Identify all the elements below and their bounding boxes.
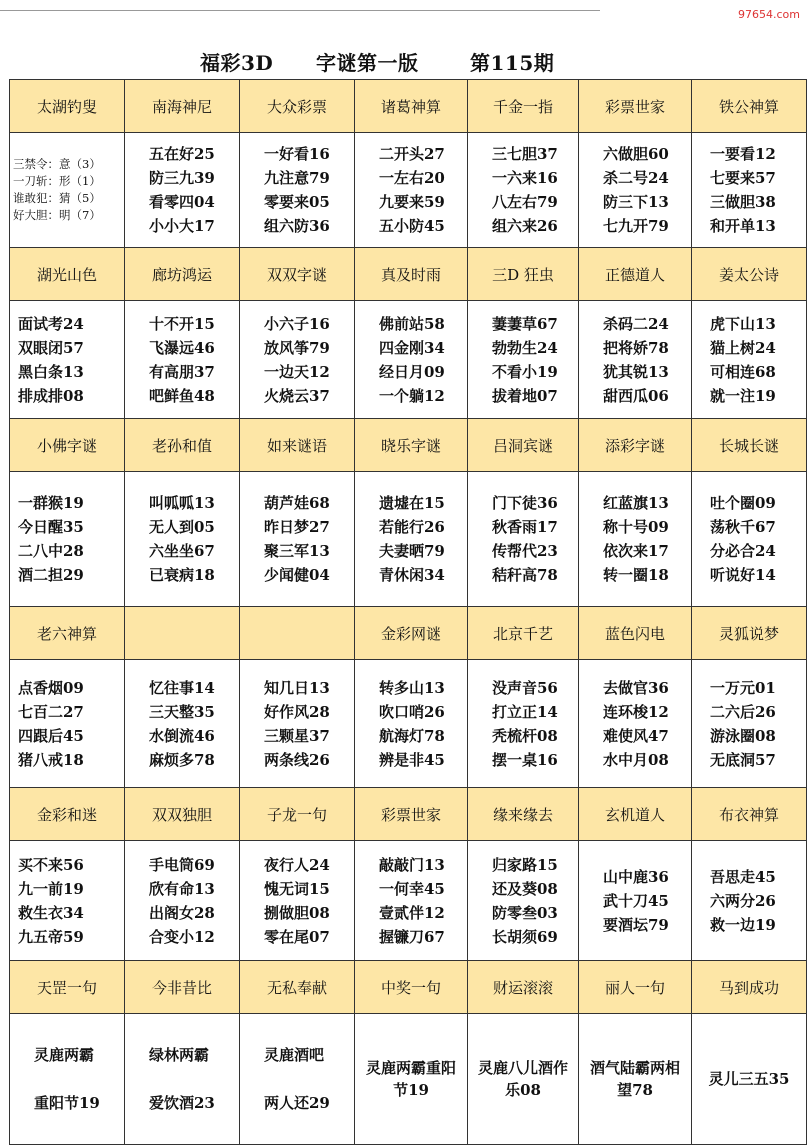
header-row [10, 80, 807, 133]
header-row [10, 607, 807, 660]
riddle-line: 零在尾07 [264, 927, 330, 946]
riddle-line: 灵鹿八儿酒作乐08 [477, 1059, 568, 1099]
riddle-cell [125, 472, 240, 607]
riddle-row [10, 841, 807, 961]
column-header: 老孙和值 [125, 419, 240, 472]
riddle-line: 放风筝79 [264, 338, 330, 357]
riddle-line: 二开头27 [379, 145, 445, 163]
riddle-line: 依次来17 [603, 542, 669, 560]
riddle-cell [692, 133, 807, 248]
riddle-line: 买不来56 [18, 855, 84, 874]
riddle-cell [240, 1014, 355, 1145]
column-header: 太湖钓叟 [10, 80, 125, 133]
column-header: 姜太公诗 [692, 248, 807, 301]
column-header: 晓乐字谜 [355, 419, 468, 472]
riddle-lines [355, 676, 467, 772]
column-header: 彩票世家 [355, 788, 468, 841]
riddle-line: 长胡须69 [492, 927, 558, 946]
riddle-line: 忆往事14 [149, 678, 215, 697]
riddle-line: 捌做胆08 [264, 903, 330, 922]
column-header: 金彩和迷 [10, 788, 125, 841]
riddle-lines [10, 312, 124, 408]
riddle-line: 少闻健04 [264, 566, 330, 584]
riddle-lines [468, 312, 578, 408]
column-header: 诸葛神算 [355, 80, 468, 133]
riddle-line: 两人还29 [264, 1094, 330, 1112]
riddle-cell [579, 660, 692, 788]
riddle-line: 黑白条13 [18, 362, 84, 381]
riddle-line: 重阳节19 [34, 1094, 100, 1112]
riddle-line: 六坐坐67 [149, 542, 215, 560]
riddle-line: 灵鹿两霸重阳节19 [365, 1059, 456, 1099]
riddle-line: 二八中28 [18, 542, 84, 560]
riddle-line: 六做胆60 [603, 145, 669, 163]
riddle-line: 杀码二24 [603, 314, 669, 333]
riddle-line: 谁敢犯：猜（5） [13, 191, 101, 205]
column-header: 今非昔比 [125, 961, 240, 1014]
riddle-line: 吾思走45 [710, 867, 776, 886]
riddle-line: 十不开15 [149, 314, 215, 333]
riddle-lines [468, 491, 578, 587]
riddle-line: 好大胆：明（7） [13, 208, 101, 222]
riddle-cell [125, 841, 240, 961]
riddle-line: 门下徒36 [492, 494, 558, 512]
riddle-cell [692, 1014, 807, 1145]
riddle-line: 组六来26 [492, 217, 558, 235]
riddle-line: 防三九39 [149, 169, 215, 187]
riddle-cell [10, 660, 125, 788]
riddle-line: 三做胆38 [710, 193, 776, 211]
riddle-line: 武十刀45 [603, 891, 669, 910]
column-header: 北京千艺 [468, 607, 579, 660]
title-issue: 第115期 [470, 51, 555, 75]
column-header: 金彩网谜 [355, 607, 468, 660]
riddle-cell [579, 841, 692, 961]
column-header: 玄机道人 [579, 788, 692, 841]
riddle-line: 三颗星37 [264, 726, 330, 745]
riddle-lines [579, 865, 691, 937]
riddle-line: 已衰病18 [149, 566, 215, 584]
riddle-cell [579, 133, 692, 248]
header-row [10, 248, 807, 301]
riddle-lines [125, 676, 239, 772]
riddle-line: 一万元01 [710, 678, 776, 697]
riddle-lines [125, 491, 239, 587]
column-header: 吕洞宾谜 [468, 419, 579, 472]
riddle-cell [10, 472, 125, 607]
column-header [125, 607, 240, 660]
riddle-cell [355, 301, 468, 419]
riddle-line: 三禁令：意（3） [13, 157, 101, 171]
riddle-cell [240, 841, 355, 961]
riddle-row [10, 660, 807, 788]
riddle-lines [468, 142, 578, 238]
riddle-cell [125, 133, 240, 248]
riddle-lines [468, 1057, 578, 1101]
riddle-cell [355, 1014, 468, 1145]
riddle-line: 若能行26 [379, 518, 445, 536]
column-header: 千金一指 [468, 80, 579, 133]
riddle-line: 没声音56 [492, 678, 558, 697]
riddle-cell [355, 841, 468, 961]
column-header: 如来谜语 [240, 419, 355, 472]
column-header: 马到成功 [692, 961, 807, 1014]
riddle-line: 爱饮酒23 [149, 1094, 215, 1112]
riddle-line: 遗墟在15 [379, 494, 445, 512]
riddle-line: 六两分26 [710, 891, 776, 910]
riddle-cell [579, 1014, 692, 1145]
riddle-line: 难使风47 [603, 726, 669, 745]
riddle-line: 火烧云37 [264, 386, 330, 405]
riddle-cell [468, 841, 579, 961]
column-header: 中奖一句 [355, 961, 468, 1014]
riddle-cell [692, 301, 807, 419]
riddle-line: 好作风28 [264, 702, 330, 721]
riddle-lines [10, 491, 124, 587]
column-header: 蓝色闪电 [579, 607, 692, 660]
riddle-line: 水中月08 [603, 750, 669, 769]
riddle-cell [355, 472, 468, 607]
riddle-line: 甜西瓜06 [603, 386, 669, 405]
riddle-line: 无人到05 [149, 518, 215, 536]
riddle-line: 四金刚34 [379, 338, 445, 357]
riddle-line: 佛前站58 [379, 314, 445, 333]
riddle-lines [355, 142, 467, 238]
riddle-line: 八左右79 [492, 193, 558, 211]
riddle-line: 把将娇78 [603, 338, 669, 357]
column-header: 三D 狂虫 [468, 248, 579, 301]
site-watermark: 97654.com [738, 8, 800, 21]
riddle-cell [579, 472, 692, 607]
riddle-row [10, 472, 807, 607]
riddle-lines [125, 142, 239, 238]
riddle-line: 九注意79 [264, 169, 330, 187]
riddle-line: 秸秆高78 [492, 566, 558, 584]
riddle-cell [10, 133, 125, 248]
riddle-line: 不看小19 [492, 362, 558, 381]
riddle-cell [468, 133, 579, 248]
riddle-line: 壹贰伴12 [379, 903, 445, 922]
column-header [240, 607, 355, 660]
riddle-line: 就一注19 [710, 386, 776, 405]
riddle-row [10, 1014, 807, 1145]
riddle-line: 夜行人24 [264, 855, 330, 874]
riddle-line: 虎下山13 [710, 314, 776, 333]
riddle-line: 酒二担29 [18, 566, 84, 584]
riddle-row [10, 301, 807, 419]
riddle-cell [10, 301, 125, 419]
riddle-cell [125, 660, 240, 788]
top-rule [0, 0, 600, 11]
column-header: 小佛字谜 [10, 419, 125, 472]
riddle-line: 出阁女28 [149, 903, 215, 922]
riddle-line: 杀二号24 [603, 169, 669, 187]
riddle-line: 昨日梦27 [264, 518, 330, 536]
riddle-line: 飞瀑远46 [149, 338, 215, 357]
column-header: 长城长谜 [692, 419, 807, 472]
column-header: 双双字谜 [240, 248, 355, 301]
riddle-line: 听说好14 [710, 566, 776, 584]
riddle-lines [468, 853, 578, 949]
column-header: 正德道人 [579, 248, 692, 301]
riddle-line: 七百二27 [18, 702, 84, 721]
riddle-line: 连环梭12 [603, 702, 669, 721]
riddle-row [10, 133, 807, 248]
column-header: 双双独胆 [125, 788, 240, 841]
riddle-line: 犹其锐13 [603, 362, 669, 381]
riddle-line: 游泳圈08 [710, 726, 776, 745]
column-header: 添彩字谜 [579, 419, 692, 472]
riddle-line: 一群猴19 [18, 494, 84, 512]
riddle-lines [692, 491, 806, 587]
riddle-line: 救生衣34 [18, 903, 84, 922]
riddle-lines [125, 312, 239, 408]
column-header: 真及时雨 [355, 248, 468, 301]
header-row [10, 419, 807, 472]
riddle-line: 无底洞57 [710, 750, 776, 769]
riddle-lines [355, 312, 467, 408]
riddle-line: 红蓝旗13 [603, 494, 669, 512]
riddle-line: 九五帝59 [18, 927, 84, 946]
riddle-lines [10, 156, 124, 224]
riddle-line: 面试考24 [18, 314, 84, 333]
riddle-lines [355, 1057, 467, 1101]
riddle-line: 荡秋千67 [710, 518, 776, 536]
riddle-line: 麻烦多78 [149, 750, 215, 769]
riddle-line: 猪八戒18 [18, 750, 84, 769]
header-row [10, 961, 807, 1014]
riddle-lines [692, 312, 806, 408]
riddle-lines [579, 312, 691, 408]
column-header: 缘来缘去 [468, 788, 579, 841]
riddle-cell [240, 301, 355, 419]
riddle-line: 一何幸45 [379, 879, 445, 898]
riddle-line: 一要看12 [710, 145, 776, 163]
riddle-line: 去做官36 [603, 678, 669, 697]
riddle-lines [579, 491, 691, 587]
riddle-line: 称十号09 [603, 518, 669, 536]
riddle-line: 山中鹿36 [603, 867, 669, 886]
column-header: 铁公神算 [692, 80, 807, 133]
page-title [0, 47, 810, 77]
riddle-line: 青休闲34 [379, 566, 445, 584]
riddle-lines [240, 1031, 354, 1127]
riddle-lines [10, 1031, 124, 1127]
riddle-line: 一个躺12 [379, 386, 445, 405]
riddle-line: 握镰刀67 [379, 927, 445, 946]
title-edition: 字谜第一版 [316, 51, 419, 75]
column-header: 湖光山色 [10, 248, 125, 301]
riddle-line: 合变小12 [149, 927, 215, 946]
riddle-line: 一六来16 [492, 169, 558, 187]
riddle-lines [355, 491, 467, 587]
column-header: 财运滚滚 [468, 961, 579, 1014]
riddle-cell [240, 660, 355, 788]
riddle-cell [468, 1014, 579, 1145]
riddle-lines [240, 491, 354, 587]
riddle-lines [240, 676, 354, 772]
riddle-line: 传帮代23 [492, 542, 558, 560]
riddle-line: 九要来59 [379, 193, 445, 211]
riddle-cell [468, 472, 579, 607]
riddle-line: 三七胆37 [492, 145, 558, 163]
riddle-line: 两条线26 [264, 750, 330, 769]
riddle-line: 一刀斩：形（1） [13, 174, 101, 188]
column-header: 南海神尼 [125, 80, 240, 133]
riddle-cell [692, 660, 807, 788]
riddle-line: 零要来05 [264, 193, 330, 211]
riddle-cell [240, 472, 355, 607]
riddle-line: 和开单13 [710, 217, 776, 235]
riddle-line: 夫妻晒79 [379, 542, 445, 560]
column-header: 布衣神算 [692, 788, 807, 841]
riddle-line: 欣有命13 [149, 879, 215, 898]
riddle-line: 点香烟09 [18, 678, 84, 697]
riddle-line: 四跟后45 [18, 726, 84, 745]
riddle-cell [692, 841, 807, 961]
riddle-line: 七九开79 [603, 217, 669, 235]
riddle-lines [468, 676, 578, 772]
riddle-line: 秃梳杆08 [492, 726, 558, 745]
riddle-line: 愧无词15 [264, 879, 330, 898]
riddle-lines [240, 312, 354, 408]
column-header: 大众彩票 [240, 80, 355, 133]
riddle-line: 五在好25 [149, 145, 215, 163]
header-row [10, 788, 807, 841]
riddle-lines [10, 676, 124, 772]
riddle-line: 转多山13 [379, 678, 445, 697]
riddle-line: 五小防45 [379, 217, 445, 235]
riddle-cell [355, 660, 468, 788]
riddle-lines [240, 142, 354, 238]
riddle-line: 聚三军13 [264, 542, 330, 560]
riddle-cell [468, 301, 579, 419]
riddle-line: 七要来57 [710, 169, 776, 187]
riddle-lines [240, 853, 354, 949]
riddle-line: 三天整35 [149, 702, 215, 721]
riddle-lines [692, 865, 806, 937]
riddle-cell [10, 841, 125, 961]
riddle-cell [10, 1014, 125, 1145]
column-header: 无私奉献 [240, 961, 355, 1014]
riddle-line: 航海灯78 [379, 726, 445, 745]
riddle-cell [125, 1014, 240, 1145]
riddle-line: 酒气陆霸两相望78 [589, 1059, 680, 1099]
column-header: 灵狐说梦 [692, 607, 807, 660]
riddle-line: 吹口哨26 [379, 702, 445, 721]
riddle-cell [240, 133, 355, 248]
riddle-line: 敲敲门13 [379, 855, 445, 874]
title-lottery: 福彩3D [200, 51, 274, 75]
riddle-line: 转一圈18 [603, 566, 669, 584]
riddle-cell [125, 301, 240, 419]
riddle-line: 有高朋37 [149, 362, 215, 381]
riddle-line: 秋香雨17 [492, 518, 558, 536]
riddle-lines [579, 676, 691, 772]
riddle-line: 一好看16 [264, 145, 330, 163]
riddle-lines [692, 142, 806, 238]
riddle-lines [355, 853, 467, 949]
riddle-lines [692, 676, 806, 772]
column-header: 子龙一句 [240, 788, 355, 841]
riddle-cell [579, 301, 692, 419]
riddle-line: 吧鲜鱼48 [149, 386, 215, 405]
riddle-cell [355, 133, 468, 248]
riddle-lines [579, 142, 691, 238]
riddle-line: 排成排08 [18, 386, 84, 405]
riddle-line: 组六防36 [264, 217, 330, 235]
riddle-line: 要酒坛79 [603, 915, 669, 934]
riddle-line: 归家路15 [492, 855, 558, 874]
riddle-line: 葫芦娃68 [264, 494, 330, 512]
column-header: 老六神算 [10, 607, 125, 660]
riddle-cell [468, 660, 579, 788]
riddle-line: 还及葵08 [492, 879, 558, 898]
riddle-lines [125, 1031, 239, 1127]
riddle-lines [125, 853, 239, 949]
riddle-lines [579, 1057, 691, 1101]
riddle-line: 九一前19 [18, 879, 84, 898]
riddle-line: 看零四04 [149, 193, 215, 211]
riddle-line: 分必合24 [710, 542, 776, 560]
riddle-line: 防零叁03 [492, 903, 558, 922]
column-header: 丽人一句 [579, 961, 692, 1014]
riddle-line: 今日醒35 [18, 518, 84, 536]
riddle-cell [692, 472, 807, 607]
riddle-table [9, 79, 807, 1145]
riddle-line: 绿林两霸 [149, 1046, 210, 1064]
riddle-line: 知几日13 [264, 678, 330, 697]
riddle-line: 一左右20 [379, 169, 445, 187]
riddle-line: 救一边19 [710, 915, 776, 934]
column-header: 彩票世家 [579, 80, 692, 133]
column-header: 天罡一句 [10, 961, 125, 1014]
riddle-lines [692, 1067, 806, 1091]
riddle-line: 叫呱呱13 [149, 494, 215, 512]
riddle-line: 小六子16 [264, 314, 330, 333]
column-header: 廊坊鸿运 [125, 248, 240, 301]
riddle-line: 灵鹿酒吧 [264, 1046, 325, 1064]
riddle-line: 一边天12 [264, 362, 330, 381]
riddle-line: 水倒流46 [149, 726, 215, 745]
riddle-line: 萋萋草67 [492, 314, 558, 333]
riddle-line: 拔着地07 [492, 386, 558, 405]
riddle-line: 双眼闭57 [18, 338, 84, 357]
riddle-line: 二六后26 [710, 702, 776, 721]
riddle-line: 勃勃生24 [492, 338, 558, 357]
riddle-line: 灵鹿两霸 [34, 1046, 95, 1064]
riddle-line: 吐个圈09 [710, 494, 776, 512]
riddle-lines [10, 853, 124, 949]
riddle-line: 经日月09 [379, 362, 445, 381]
riddle-line: 打立正14 [492, 702, 558, 721]
riddle-line: 小小大17 [149, 217, 215, 235]
riddle-line: 辨是非45 [379, 750, 445, 769]
riddle-line: 防三下13 [603, 193, 669, 211]
riddle-line: 猫上树24 [710, 338, 776, 357]
riddle-line: 摆一桌16 [492, 750, 558, 769]
riddle-line: 可相连68 [710, 362, 776, 381]
riddle-line: 灵儿三五35 [708, 1070, 790, 1088]
riddle-line: 手电筒69 [149, 855, 215, 874]
